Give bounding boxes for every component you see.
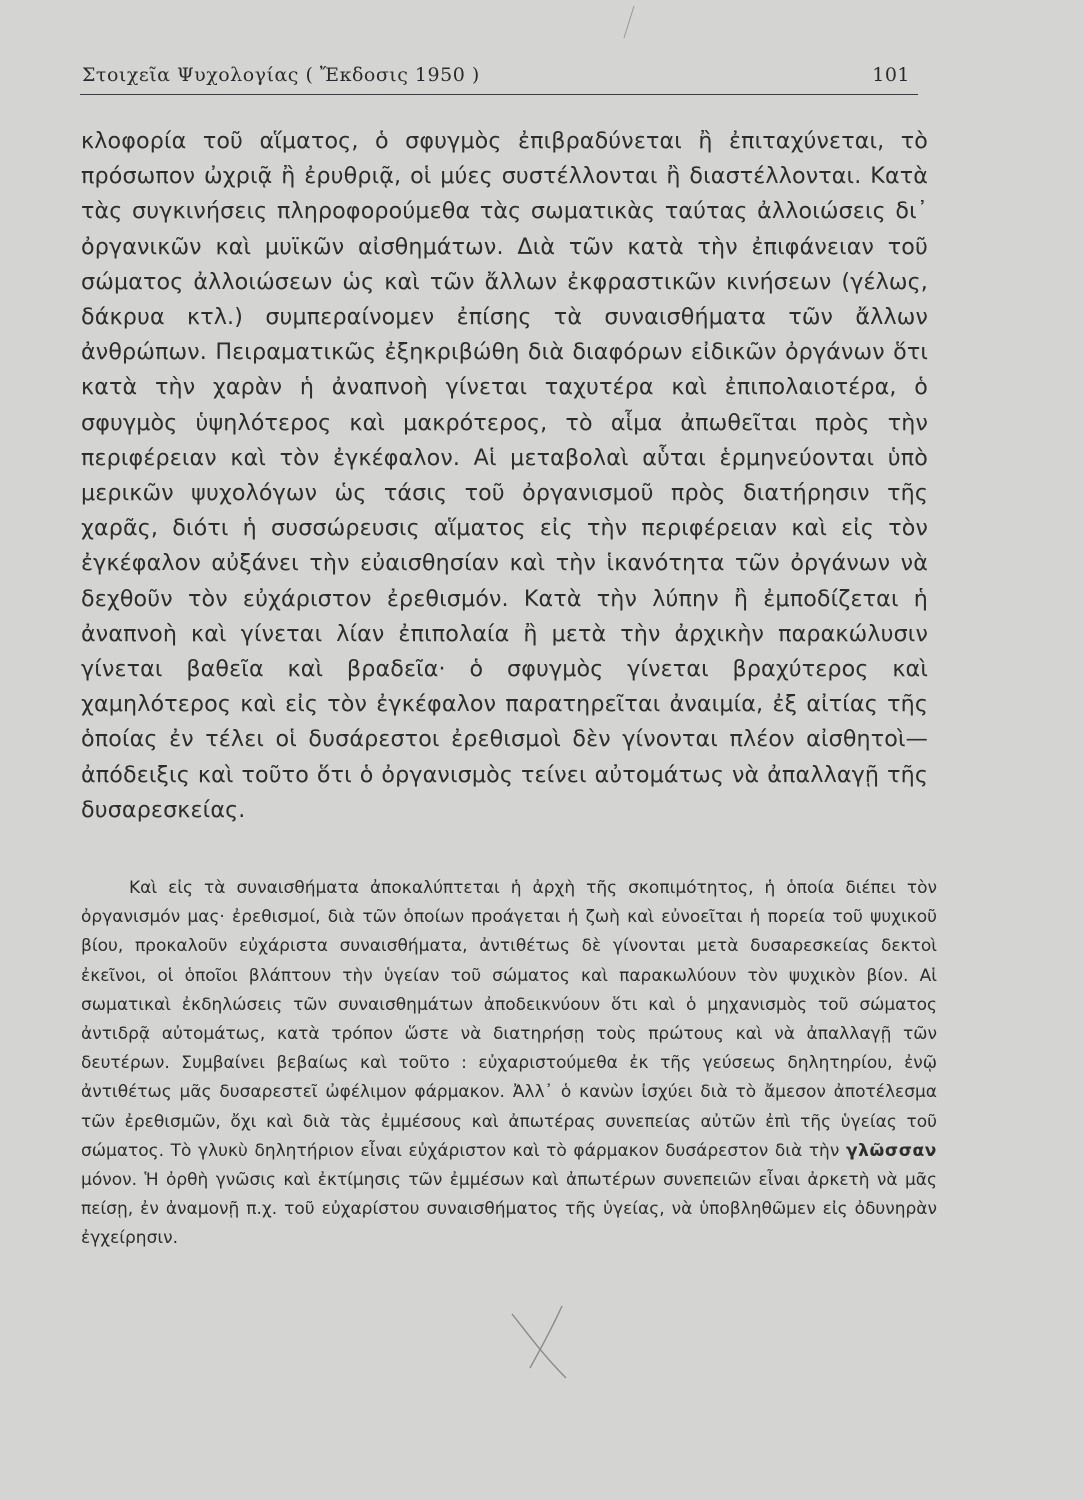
pencil-mark	[620, 0, 640, 40]
main-paragraph: κλοφορία τοῦ αἵματος, ὁ σφυγμὸς ἐπιβραδύνεται ἢ ἐπιταχύνεται, τὸ πρόσωπον ὠχριᾷ ἢ ἐρυθριᾷ, οἱ μύες συστέλλονται ἢ διαστέλλονται. Κατὰ τὰς συγκινήσεις πληροφορούμεθα τὰς σωματικὰς ταύτας ἀλλοιώσεις δι᾽ ὀργανικῶν καὶ μυϊκῶν αἰσθημάτων. Διὰ τῶν κατὰ τὴν ἐπιφάνειαν τοῦ σώματος ἀλλοιώσεων ὡς καὶ τῶν ἄλλων ἐκφραστικῶν κινήσεων (γέλως, δάκρυα κτλ.) συμπεραίνομεν ἐπίσης τὰ συναισθήματα τῶν ἄλλων ἀνθρώπων. Πειραματικῶς ἐξηκριβώθη διὰ διαφόρων εἰδικῶν ὀργάνων ὅτι κατὰ τὴν χαρὰν ἡ ἀναπνοὴ γίνεται ταχυτέρα καὶ ἐπιπολαιοτέρα, ὁ σφυγμὸς ὑψηλότερος καὶ μακρότερος, τὸ αἷμα ἀπωθεῖται πρὸς τὴν περιφέρειαν καὶ τὸν ἐγκέφαλον. Αἱ μεταβολαὶ αὗται ἑρμηνεύονται ὑπὸ μερικῶν ψυχολόγων ὡς τάσις τοῦ ὀργανισμοῦ πρὸς διατήρησιν τῆς χαρᾶς, διότι ἡ συσσώρευσις αἵματος εἰς τὴν περιφέρειαν καὶ εἰς τὸν ἐγκέφαλον αὐξάνει τὴν εὐαισθησίαν καὶ τὴν ἱκανότητα τῶν ὀργάνων νὰ δεχθοῦν τὸν εὐχάριστον ἐρεθισμόν. Κατὰ τὴν λύπην ἢ ἐμποδίζεται ἡ ἀναπνοὴ καὶ γίνεται λίαν ἐπιπολαία ἢ μετὰ τὴν ἀρχικὴν παρακώλυσιν γίνεται βαθεῖα καὶ βραδεῖα· ὁ σφυγμὸς γίνεται βραχύτερος καὶ χαμηλότερος καὶ εἰς τὸν ἐγκέφαλον παρατηρεῖται ἀναιμία, ἐξ αἰτίας τῆς ὁποίας ἐν τέλει οἱ δυσάρεστοι ἐρεθισμοὶ δὲν γίνονται πλέον αἰσθητοὶ—ἀπόδειξις καὶ τοῦτο ὅτι ὁ ὀργανισμὸς τείνει αὐτομάτως νὰ ἀπαλλαγῇ τῆς δυσαρεσκείας.	[81, 128, 928, 823]
book-title: Στοιχεῖα Ψυχολογίας ( Ἔκδοσις 1950 )	[82, 64, 480, 86]
page-number: 101	[872, 64, 910, 86]
pencil-cross-mark	[500, 1300, 580, 1390]
small-paragraph-part-2: μόνον. Ἡ ὀρθὴ γνῶσις καὶ ἐκτίμησις τῶν ἐμμέσων καὶ ἀπωτέρων συνεπειῶν εἶναι ἀρκετὴ νὰ μᾶς πείσῃ, ἐν ἀναμονῇ π.χ. τοῦ εὐχαρίστου συναισθήματος τῆς ὑγείας, νὰ ὑποβληθῶμεν εἰς ὀδυνηρὰν ἐγχείρησιν.	[81, 1170, 937, 1249]
small-paragraph-part-1: Καὶ εἰς τὰ συναισθήματα ἀποκαλύπτεται ἡ ἀρχὴ τῆς σκοπιμότητος, ἡ ὁποία διέπει τὸν ὀργανισμόν μας· ἐρεθισμοί, διὰ τῶν ὁποίων προάγεται ἡ ζωὴ καὶ εὐνοεῖται ἡ πορεία τοῦ ψυχικοῦ βίου, προκαλοῦν εὐχάριστα συναισθήματα, ἀντιθέτως δὲ γίνονται μετὰ δυσαρεσκείας δεκτοὶ ἐκεῖνοι, οἱ ὁποῖοι βλάπτουν τὴν ὑγείαν τοῦ σώματος καὶ παρακωλύουν τὸν ψυχικὸν βίον. Αἱ σωματικαὶ ἐκδηλώσεις τῶν συναισθημάτων ἀποδεικνύουν ὅτι καὶ ὁ μηχανισμὸς τοῦ σώματος ἀντιδρᾷ αὐτομάτως, κατὰ τρόπον ὥστε νὰ διατηρήσῃ τοὺς πρώτους καὶ νὰ ἀπαλλαγῇ τῶν δευτέρων. Συμβαίνει βεβαίως καὶ τοῦτο : εὐχαριστούμεθα ἐκ τῆς γεύσεως δηλητηρίου, ἐνῷ ἀντιθέτως μᾶς δυσαρεστεῖ ὠφέλιμον φάρμακον. Ἀλλ᾽ ὁ κανὼν ἰσχύει διὰ τὸ ἄμεσον ἀποτέλεσμα τῶν ἐρεθισμῶν, ὄχι καὶ διὰ τὰς ἐμμέσους καὶ ἀπωτέρας συνεπείας αὐτῶν ἐπὶ τῆς ὑγείας τοῦ σώματος. Τὸ γλυκὺ δηλητήριον εἶναι εὐχάριστον καὶ τὸ φάρμακον δυσάρεστον διὰ τὴν	[81, 878, 937, 1161]
small-print-paragraph	[81, 874, 937, 1254]
bold-word: γλῶσσαν	[845, 1140, 937, 1161]
header-rule	[80, 94, 918, 95]
running-header	[80, 64, 918, 94]
